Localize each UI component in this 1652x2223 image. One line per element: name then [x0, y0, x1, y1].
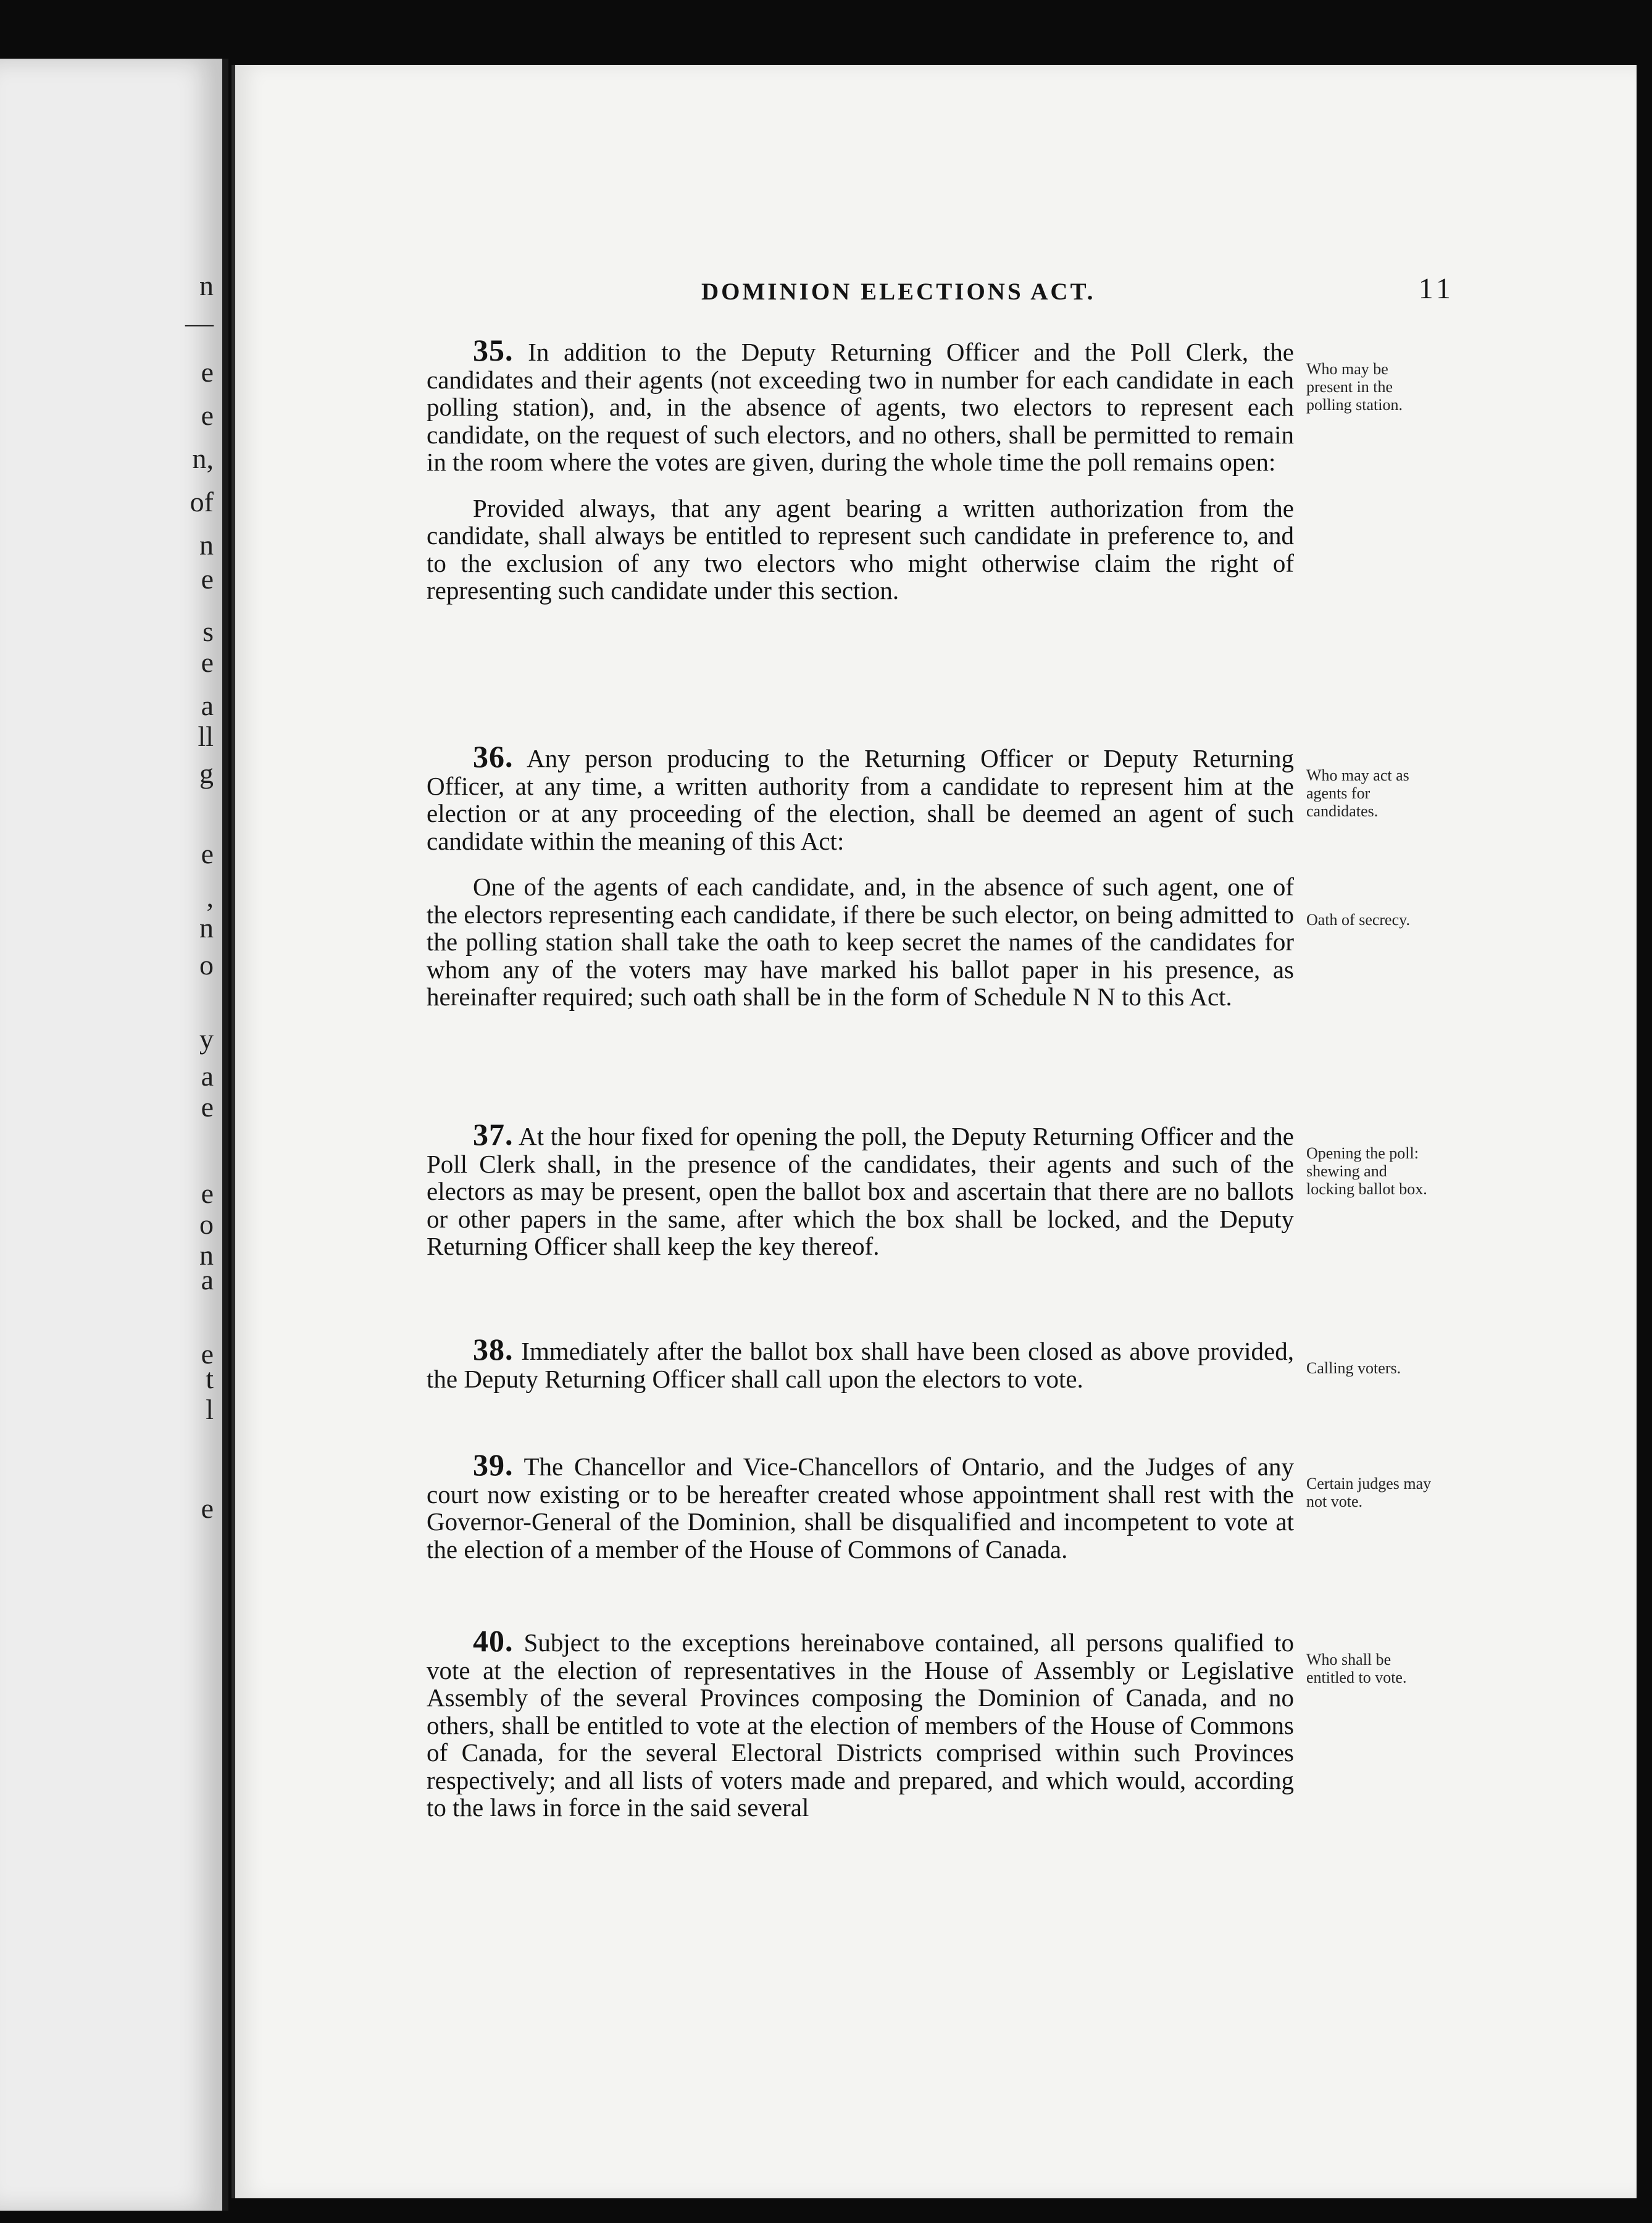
- running-head: DOMINION ELECTIONS ACT.: [701, 278, 1096, 305]
- document-page: [232, 65, 1637, 2198]
- facing-page-fragment: e: [201, 1178, 214, 1209]
- section-number: 39.: [473, 1447, 514, 1482]
- facing-page-fragment: l: [206, 1394, 214, 1425]
- facing-page-fragment: s: [202, 616, 214, 647]
- section-38: [427, 1332, 1295, 1393]
- facing-page-fragment: y: [199, 1023, 214, 1055]
- facing-page-fragment: e: [201, 563, 214, 595]
- facing-page-fragment: e: [201, 1091, 214, 1123]
- facing-page-fragment: ,: [206, 881, 214, 913]
- facing-page-fragment: —: [185, 307, 214, 338]
- facing-page-fragment: e: [201, 838, 214, 869]
- facing-page: [0, 59, 228, 2211]
- facing-page-fragment: o: [199, 949, 214, 981]
- section-39: [427, 1447, 1294, 1564]
- section-37: [427, 1117, 1294, 1260]
- section-number: 40.: [473, 1623, 514, 1658]
- page-number: 11: [1418, 272, 1454, 305]
- facing-page-fragment: a: [201, 1264, 214, 1296]
- section-36: [427, 739, 1294, 1011]
- facing-page-fragment: e: [201, 400, 214, 431]
- section-text: Immediately after the ballot box shall have been closed as above provided, the Deputy Returning Officer shall call upon the electors to vote.: [427, 1337, 1295, 1393]
- facing-page-fragment: ll: [198, 721, 214, 752]
- sidenote-37: Opening the poll: shewing and locking ballot box.: [1306, 1144, 1427, 1198]
- facing-page-fragment: n: [199, 270, 214, 301]
- section-number: 36.: [473, 739, 514, 774]
- section-text: Any person producing to the Returning Officer or Deputy Returning Officer, at any time, a written authority from a candidate to represent him at the election or at any proceeding of the election, shall be deemed an agent of such candidate within the meaning of this Act:: [427, 744, 1294, 855]
- section-text: Subject to the exceptions hereinabove contained, all persons qualified to vote at the election of representatives in the House of Assembly or Legislative Assembly of the several Provinces composing the Dominion of Canada, and no others, shall be entitled to vote at the election of members of the House of Commons of Canada, for the several Electoral Districts comprised within such Provinces respectively; and all lists of voters made and prepared, and which would, according to the laws in force in the said several: [427, 1628, 1295, 1822]
- sidenote-38: Calling voters.: [1306, 1359, 1401, 1377]
- sidenote-36: Who may act as agents for candidates.: [1306, 766, 1409, 820]
- facing-page-fragment: n: [199, 912, 214, 944]
- section-proviso: Provided always, that any agent bearing a written authorization from the candidate, shall always be entitled to represent such candidate in preference to, and to the exclusion of any two electors who might otherwise claim the right of representing such candidate under this section.: [427, 493, 1294, 605]
- facing-page-fragment: n: [199, 529, 214, 561]
- facing-page-fragment: e: [201, 1492, 214, 1524]
- facing-page-fragment: of: [190, 486, 214, 517]
- section-35: [427, 333, 1294, 605]
- facing-page-fragment: e: [201, 356, 214, 388]
- facing-page-fragment: e: [201, 647, 214, 678]
- section-number: 35.: [473, 333, 514, 367]
- section-text: The Chancellor and Vice-Chancellors of Ontario, and the Judges of any court now existing or to be hereafter created whose appointment shall rest with the Governor-General of the Dominion, shall be disqualified and incompetent to vote at the election of a member of the House of Commons of Canada.: [427, 1452, 1294, 1564]
- sidenote-39: Certain judges may not vote.: [1306, 1475, 1432, 1510]
- section-text: In addition to the Deputy Returning Officer and the Poll Clerk, the candidates and their agents (not exceeding two in number for each candidate in each polling station), and, in the absence of agents, two electors to represent each candidate, on the request of such electors, and no others, shall be permitted to remain in the room where the votes are given, during the whole time the poll remains open:: [427, 338, 1294, 476]
- section-text: At the hour fixed for opening the poll, the Deputy Returning Officer and the Poll Clerk shall, in the presence of the candidates, their agents and such of the electors as may be present, open the ballot box and ascertain that there are no ballots or other papers in the same, after which the box shall be locked, and the Deputy Returning Officer shall keep the key thereof.: [427, 1122, 1294, 1260]
- section-number: 37.: [473, 1117, 514, 1152]
- facing-page-fragment: e: [201, 1338, 214, 1370]
- facing-page-fragment: g: [199, 758, 214, 789]
- facing-page-fragment: t: [206, 1363, 214, 1394]
- facing-page-fragment: a: [201, 1060, 214, 1092]
- facing-page-fragment: o: [199, 1208, 214, 1240]
- sidenote-40: Who shall be entitled to vote.: [1306, 1651, 1407, 1686]
- sidenote-35: Who may be present in the polling station.: [1306, 360, 1403, 414]
- facing-page-fragment: n: [199, 1239, 214, 1271]
- facing-page-fragment: n,: [192, 443, 214, 474]
- sidenote-36-oath: Oath of secrecy.: [1306, 911, 1410, 929]
- section-40: [427, 1623, 1295, 1822]
- section-number: 38.: [473, 1332, 514, 1367]
- section-proviso: One of the agents of each candidate, and, in the absence of such agent, one of the electors representing each candidate, if there be such elector, on being admitted to the polling station shall take the oath to keep secret the names of the candidates for whom any of the voters may have marked his ballot paper in his presence, as hereinafter required; such oath shall be in the form of Schedule N N to this Act.: [427, 873, 1294, 1011]
- facing-page-fragment: a: [201, 690, 214, 721]
